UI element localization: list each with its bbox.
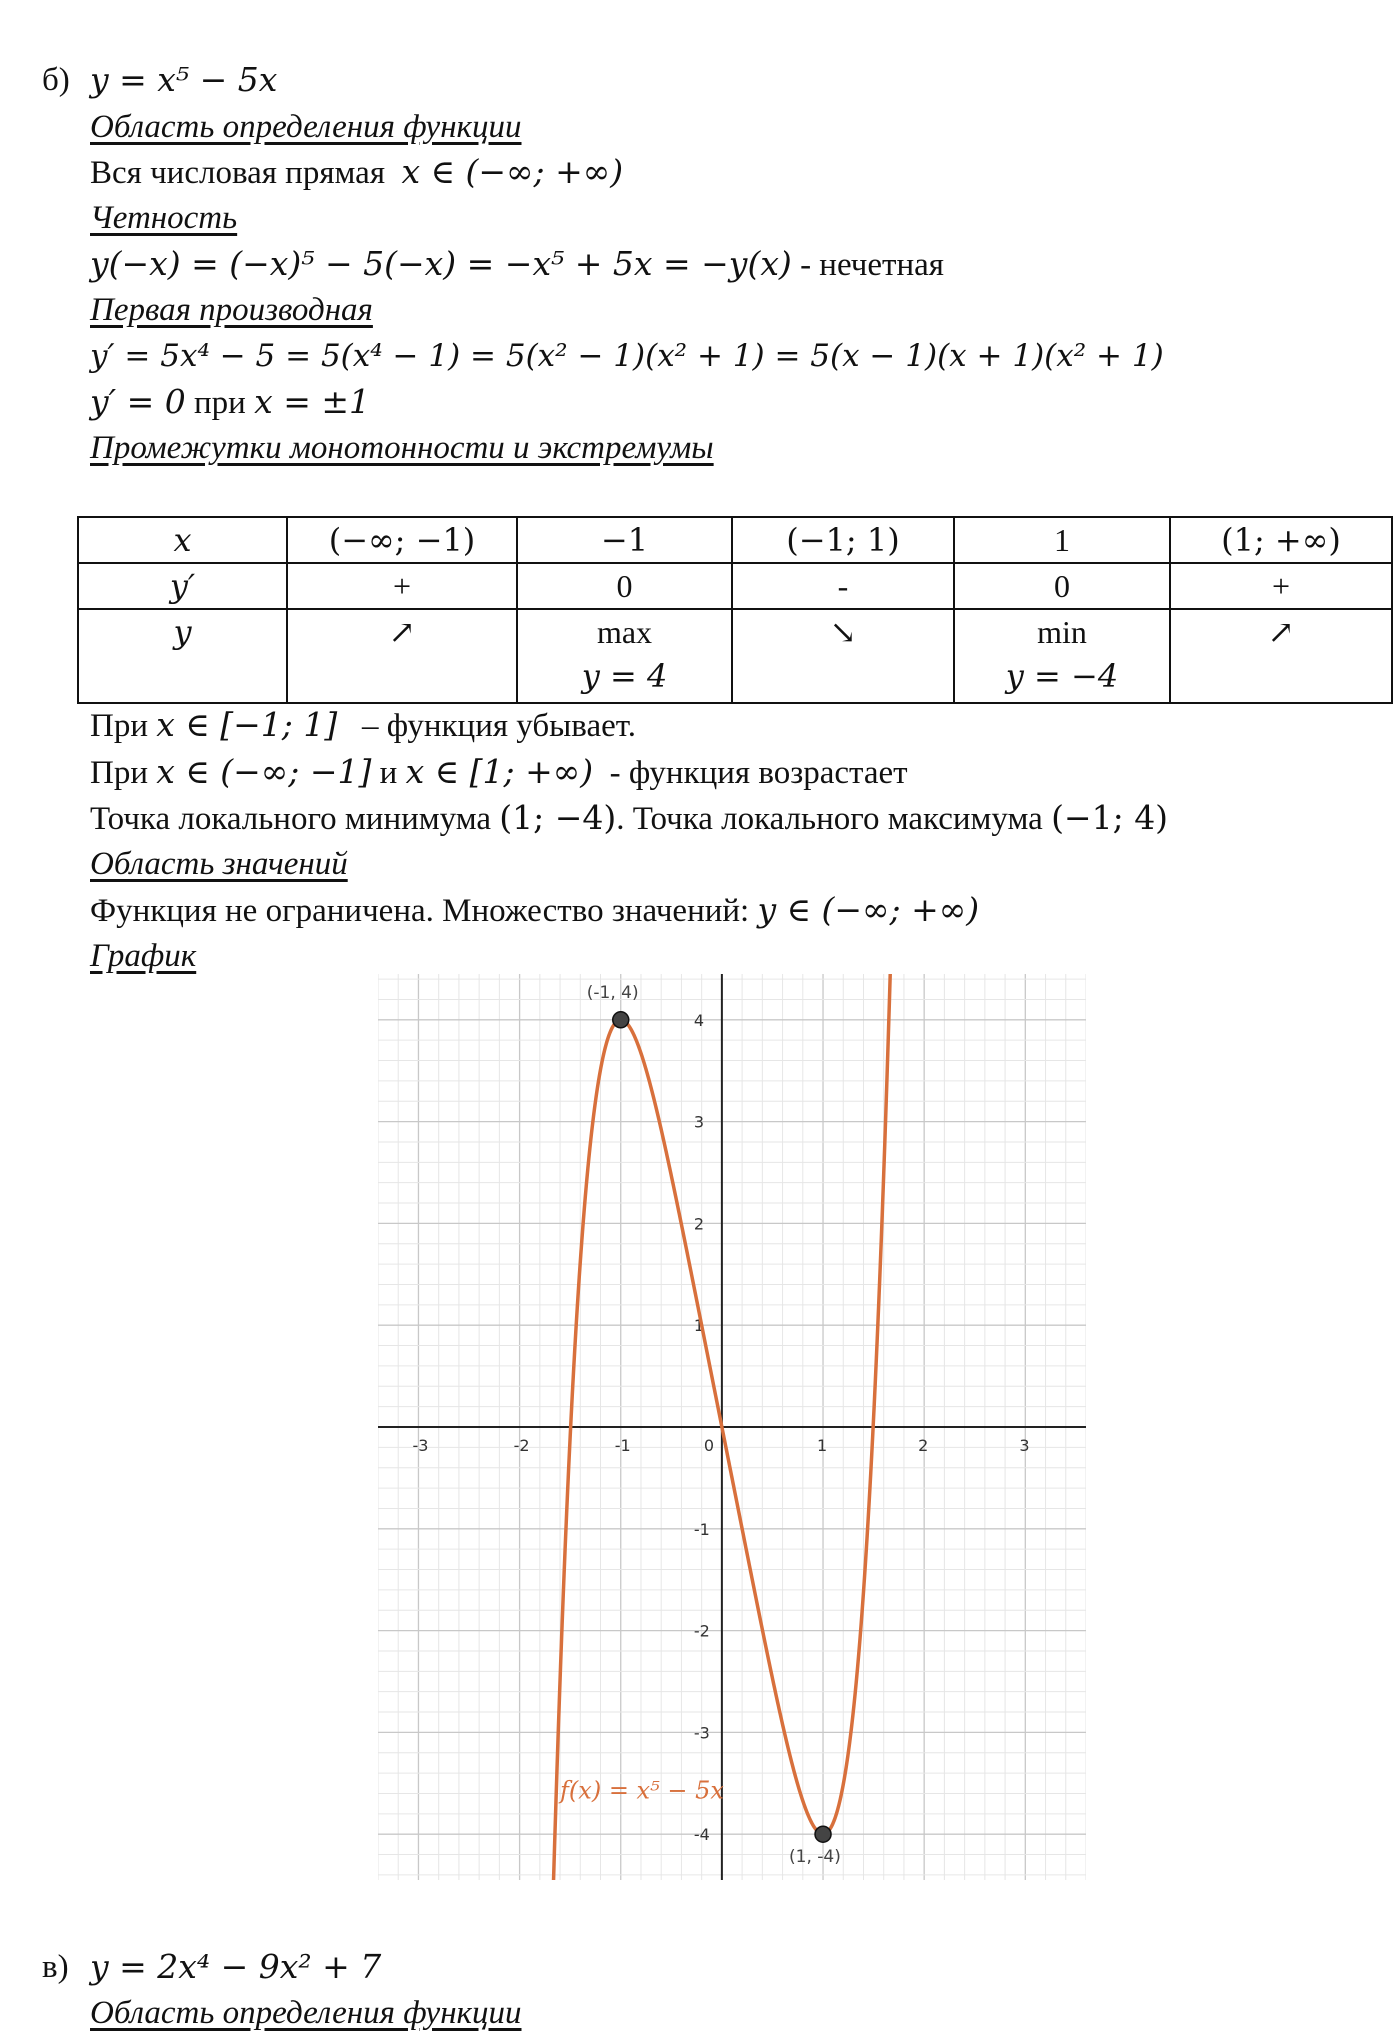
zero-math-2: x = ±1 — [254, 382, 370, 421]
extremum-point — [613, 1012, 629, 1028]
table-cell: - — [732, 563, 954, 609]
decreasing-math: x ∈ [−1; 1] — [156, 705, 338, 744]
cell-subtext: y = 4 — [581, 657, 668, 695]
y-tick-label: -3 — [693, 1723, 710, 1743]
extremum-point — [815, 1826, 831, 1842]
zero-math-1: y′ = 0 — [90, 382, 186, 421]
range-heading: Область значений — [90, 846, 348, 882]
x-tick-label: 2 — [918, 1436, 929, 1455]
parity-text: - нечетная — [791, 247, 944, 283]
x-tick-label: -2 — [513, 1436, 530, 1455]
decreasing-line — [90, 703, 636, 748]
table-cell: 0 — [517, 563, 732, 609]
range-line — [90, 888, 979, 933]
increasing-text: - функция возрастает — [593, 755, 908, 791]
extrema-text-1: Точка локального минимума — [90, 801, 500, 837]
table-cell — [1170, 609, 1392, 703]
table-cell: x — [78, 517, 287, 563]
part-c-equation: y = 2x⁴ − 9x² + 7 — [90, 1947, 382, 1986]
table-cell: (−∞; −1) — [287, 517, 517, 563]
part-c-label: в) — [42, 1949, 69, 1985]
table-row — [78, 563, 1392, 609]
function-label: f(x) = x⁵ − 5x — [560, 1776, 724, 1805]
increasing-line — [90, 750, 908, 795]
table-cell — [954, 609, 1170, 703]
range-text: Функция не ограничена. Множество значений: — [90, 893, 758, 929]
domain-text: Вся числовая прямая — [90, 155, 386, 191]
table-cell: + — [287, 563, 517, 609]
up-arrow-icon: ↗ — [1267, 614, 1295, 650]
table-row — [78, 517, 1392, 563]
parity-line — [90, 242, 944, 287]
part-b-equation: y = x⁵ − 5x — [90, 60, 278, 99]
increasing-math-2: x ∈ [1; +∞) — [405, 752, 594, 791]
y-tick-label: -4 — [693, 1825, 710, 1845]
increasing-mid: и — [371, 755, 406, 791]
range-math: y ∈ (−∞; +∞) — [757, 890, 980, 929]
table-cell — [287, 609, 517, 703]
extrema-text-2: . Точка локального максимума — [616, 801, 1052, 837]
graph-heading: График — [90, 938, 197, 974]
extrema-math-1: (1; −4) — [499, 798, 617, 837]
cell-text: max — [596, 614, 653, 650]
y-tick-label: -1 — [693, 1519, 710, 1539]
zero-line — [90, 380, 370, 425]
derivative-math: y′ = 5x⁴ − 5 = 5(x⁴ − 1) = 5(x² − 1)(x² + 1) = 5(x − 1)(x + 1)(x² + 1) — [90, 338, 1164, 374]
y-tick-label: 1 — [693, 1316, 705, 1336]
x-tick-label: 3 — [1019, 1436, 1030, 1455]
increasing-prefix: При — [90, 755, 157, 791]
up-arrow-icon: ↗ — [388, 614, 416, 650]
x-tick-label: 1 — [817, 1436, 828, 1455]
domain-math: x ∈ (−∞; +∞) — [401, 152, 624, 191]
table-cell — [78, 609, 287, 703]
table-cell: (−1; 1) — [732, 517, 954, 563]
x-tick-label: 0 — [703, 1436, 715, 1455]
point-label: (-1, 4) — [586, 982, 639, 1003]
increasing-math-1: x ∈ (−∞; −1] — [156, 752, 372, 791]
decreasing-text: – функция убывает. — [337, 708, 636, 744]
y-tick-label: 4 — [693, 1010, 705, 1030]
function-graph — [378, 974, 1086, 1880]
table-cell — [732, 609, 954, 703]
monotonic-heading: Промежутки монотонности и экстремумы — [90, 430, 714, 466]
y-tick-label: 3 — [693, 1112, 705, 1132]
table-cell: y′ — [78, 563, 287, 609]
table-cell: −1 — [517, 517, 732, 563]
point-label: (1, -4) — [789, 1847, 841, 1868]
y-tick-label: 2 — [693, 1214, 705, 1234]
table-cell — [517, 609, 732, 703]
table-cell: (1; +∞) — [1170, 517, 1392, 563]
x-tick-label: -3 — [412, 1436, 429, 1455]
cell-text: y — [173, 613, 192, 651]
extrema-line — [90, 796, 1168, 841]
domain-heading: Область определения функции — [90, 109, 522, 145]
extrema-math-2: (−1; 4) — [1051, 798, 1169, 837]
cell-text: min — [1037, 614, 1087, 650]
y-tick-label: -2 — [693, 1621, 710, 1641]
table-cell: 1 — [954, 517, 1170, 563]
table-cell: 0 — [954, 563, 1170, 609]
part-b-label: б) — [42, 62, 70, 98]
derivative-heading: Первая производная — [90, 292, 373, 328]
parity-math: y(−x) = (−x)⁵ − 5(−x) = −x⁵ + 5x = −y(x) — [90, 244, 792, 283]
domain-line — [90, 150, 623, 195]
table-row — [78, 609, 1392, 703]
parity-heading: Четность — [90, 200, 238, 236]
cell-subtext: y = −4 — [1005, 657, 1119, 695]
decreasing-prefix: При — [90, 708, 157, 744]
part-c-domain-heading: Область определения функции — [90, 1995, 522, 2031]
down-arrow-icon: ↘ — [829, 614, 857, 650]
table-cell: + — [1170, 563, 1392, 609]
x-tick-label: -1 — [614, 1436, 631, 1455]
zero-text: при — [185, 385, 255, 421]
monotonicity-table — [77, 516, 1393, 704]
